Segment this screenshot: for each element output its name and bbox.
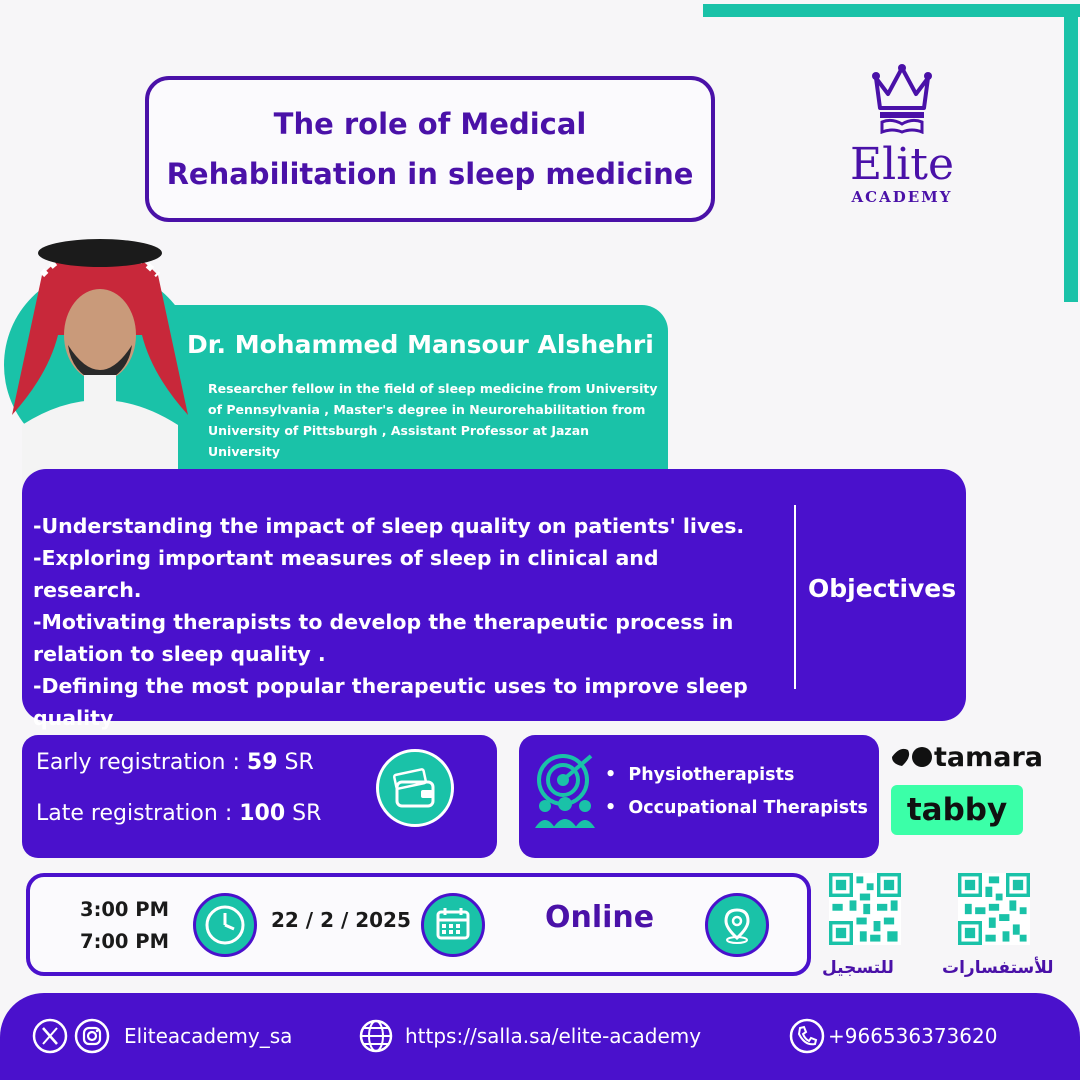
wallet-icon-circle [376, 749, 454, 827]
logo-subtitle: ACADEMY [851, 188, 953, 206]
audience-physiotherapists: Physiotherapists [628, 765, 795, 785]
decor-bar-right [1064, 4, 1078, 302]
early-registration [36, 750, 314, 775]
title-line-2: Rehabilitation in sleep medicine [166, 157, 694, 191]
objective-line: quality [33, 706, 114, 730]
wallet-icon [379, 752, 451, 824]
inquiry-qr-code[interactable] [958, 873, 1030, 945]
objective-line: -Motivating therapists to develop the therapeutic process in [33, 610, 734, 634]
event-details-box [26, 873, 811, 976]
late-price: 100 [239, 801, 286, 826]
calendar-icon [424, 896, 482, 954]
logo-wordmark: Elite [850, 139, 954, 190]
start-time: 3:00 PM [80, 898, 169, 921]
tamara-logo [890, 742, 1043, 773]
end-time: 7:00 PM [80, 930, 169, 953]
event-title-box [145, 76, 715, 222]
late-currency: SR [285, 801, 322, 826]
event-mode: Online [545, 900, 655, 935]
register-qr-label: للتسجيل [822, 958, 894, 978]
objectives-list [33, 510, 773, 734]
location-icon-circle [705, 893, 769, 957]
target-audience-icon [533, 752, 599, 828]
event-date: 22 / 2 / 2025 [271, 908, 411, 932]
register-qr-code[interactable] [829, 873, 901, 945]
early-currency: SR [277, 750, 314, 775]
objectives-label: Objectives [808, 574, 957, 603]
phone-number[interactable]: +966536373620 [828, 1024, 998, 1048]
speaker-photo [2, 225, 198, 487]
early-label: Early registration : [36, 750, 247, 775]
audience-item: • Physiotherapists [605, 765, 795, 785]
tabby-logo: tabby [891, 785, 1023, 835]
objective-line: -Defining the most popular therapeutic uses to improve sleep [33, 674, 748, 698]
title-line-1: The role of Medical [273, 107, 587, 141]
late-registration [36, 801, 321, 826]
speaker-bio [208, 378, 658, 462]
elite-academy-logo [832, 64, 972, 224]
calendar-icon-circle [421, 893, 485, 957]
speaker-bio-line: University of Pittsburgh , Assistant Professor at Jazan University [208, 423, 590, 459]
location-pin-icon [708, 896, 766, 954]
instagram-icon[interactable] [74, 1018, 110, 1054]
early-price: 59 [246, 750, 278, 775]
speaker-name: Dr. Mohammed Mansour Alshehri [187, 330, 654, 359]
crown-book-icon [870, 64, 934, 134]
objective-line: relation to sleep quality . [33, 642, 326, 666]
social-handle[interactable]: Eliteacademy_sa [124, 1024, 293, 1048]
speaker-bio-line: of Pennsylvania , Master's degree in Neurorehabilitation from [208, 402, 646, 417]
website-link[interactable]: https://salla.sa/elite-academy [405, 1024, 702, 1048]
audience-occupational-therapists: Occupational Therapists [628, 798, 868, 818]
clock-icon-circle [193, 893, 257, 957]
late-label: Late registration : [36, 801, 240, 826]
speaker-bio-line: Researcher fellow in the field of sleep medicine from University [208, 381, 658, 396]
x-twitter-icon[interactable] [32, 1018, 68, 1054]
phone-icon [789, 1018, 825, 1054]
globe-icon [358, 1018, 394, 1054]
clock-icon [196, 896, 254, 954]
tamara-wordmark: tamara [934, 742, 1044, 773]
tamara-mark-icon [890, 746, 934, 768]
objective-line: -Understanding the impact of sleep quality on patients' lives. [33, 514, 745, 538]
objective-line: -Exploring important measures of sleep in clinical and research. [33, 546, 659, 602]
objectives-divider [794, 505, 796, 689]
inquiry-qr-label: للأستفسارات [942, 958, 1054, 978]
audience-item: • Occupational Therapists [605, 798, 868, 818]
decor-bar-top [703, 4, 1080, 17]
